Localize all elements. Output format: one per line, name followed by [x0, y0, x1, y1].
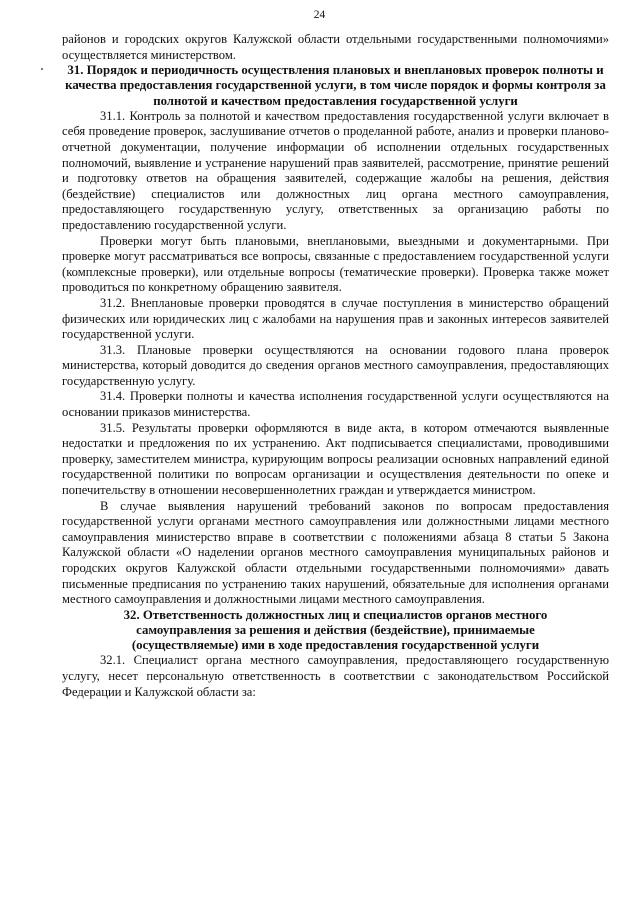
- paragraph-31-1-checks: Проверки могут быть плановыми, внеплановыми, выездными и документарными. При проверке могут рассматриваться все вопросы, связанные с предоставлением государственной услуги (комплексные проверки), или отдельные вопросы (тематические проверки). Проверка также может проводиться по конкретному обращению заявителя.: [62, 233, 609, 295]
- paragraph-32-1: 32.1. Специалист органа местного самоуправления, предоставляющего государственную услугу, несет персональную ответственность в соответствии с законодательством Российской Федерации и Калужской области за:: [62, 653, 609, 699]
- paragraph-31-4: 31.4. Проверки полноты и качества исполнения государственной услуги осуществляются на основании приказов министерства.: [62, 389, 609, 420]
- scan-speck: [41, 68, 43, 70]
- paragraph-31-5-violations: В случае выявления нарушений требований законов по вопросам предоставления государственной услуги органами местного самоуправления или должностными лицами местного самоуправления министерство вправе в соответствии с положениями абзаца 8 статьи 5 Закона Калужской области «О наделении органов местного самоуправления муниципальных районов и городских округов Калужской области отдельными государственными полномочиями» давать письменные предписания по устранению таких нарушений, обязательные для исполнения органами местного самоуправления и должностными лицами местного самоуправления.: [62, 498, 609, 607]
- paragraph-31-2: 31.2. Внеплановые проверки проводятся в случае поступления в министерство обращений физических или юридических лиц с жалобами на нарушения прав и законных интересов заявителей государственной услуги.: [62, 295, 609, 342]
- section-32-heading: 32. Ответственность должностных лиц и специалистов органов местного самоуправления за решения и действия (бездействие), принимаемые (осуществляемые) ими в ходе предоставления государственной услуги: [123, 607, 548, 653]
- page-number: 24: [313, 9, 326, 21]
- intro-continuation: районов и городских округов Калужской области отдельными государственными полномочиями» осуществляется министерством.: [62, 32, 609, 62]
- section-31-heading: 31. Порядок и периодичность осуществления плановых и внеплановых проверок полноты и качества предоставления государственной услуги, в том числе порядок и формы контроля за полнотой и качеством предоставления государственной услуги: [65, 63, 606, 108]
- paragraph-31-3: 31.3. Плановые проверки осуществляются на основании годового плана проверок министерства, который доводится до сведения органов местного самоуправления, предоставляющих государственную услугу.: [62, 342, 609, 388]
- page-content: [62, 32, 609, 700]
- paragraph-31-1: 31.1. Контроль за полнотой и качеством предоставления государственной услуги включает в себя проведение проверок, заслушивание отчетов о проделанной работе, анализ и проверки планово-отчетной документации, получение информации об исполнении отдельных государственных полномочий, выявление и устранение нарушений прав заявителей, рассмотрение, принятие решений и подготовку ответов на обращения заявителей, содержащие жалобы на решения, действия (бездействие) специалистов или должностных лиц органа местного самоуправления, предоставляющего государственную услугу, ответственных за организацию работы по предоставлению государственной услуги.: [62, 108, 609, 232]
- paragraph-31-5: 31.5. Результаты проверки оформляются в виде акта, в котором отмечаются выявленные недостатки и предложения по их устранению. Акт подписывается специалистами, проводившими проверку, заместителем министра, курирующим вопросы реализации основных направлений единой государственной политики по вопросам организации и осуществления деятельности по опеке и попечительству в отношении несовершеннолетних граждан и утверждается министром.: [62, 420, 609, 498]
